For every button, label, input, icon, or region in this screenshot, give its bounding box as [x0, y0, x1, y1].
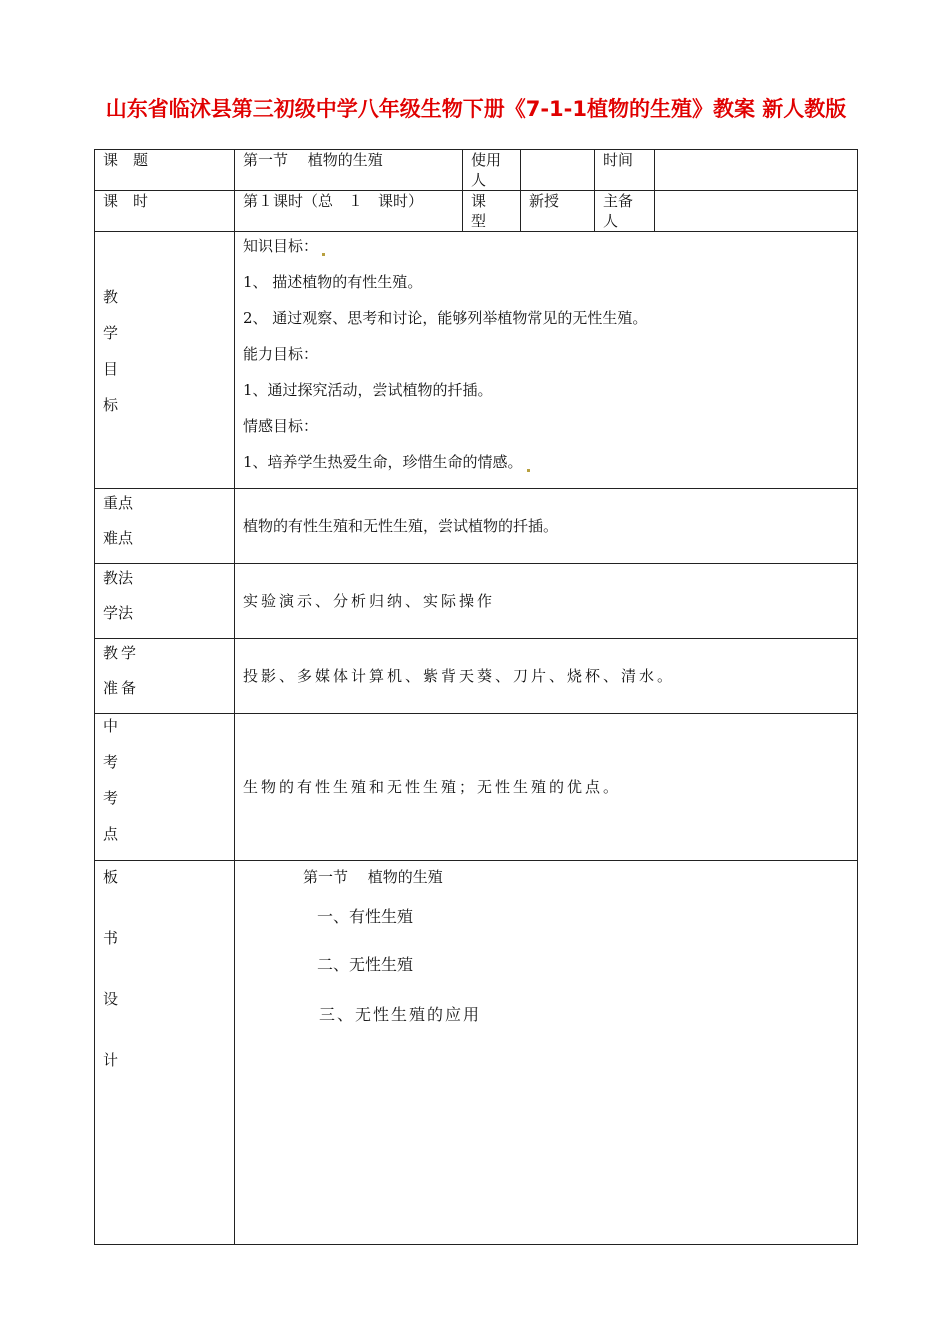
key-points-label: 重点 难点: [95, 489, 235, 564]
preparation-label: 教学 准备: [95, 639, 235, 714]
objectives-content: [235, 232, 858, 489]
board-design-row: [95, 861, 858, 1245]
objectives-label: 教 学 目 标: [95, 232, 235, 489]
key-points-content: 植物的有性生殖和无性生殖，尝试植物的扦插。: [235, 489, 858, 564]
time-value: [655, 150, 858, 191]
objectives-row: [95, 232, 858, 489]
type-label: 课 型: [463, 191, 521, 232]
time-label: 时间: [595, 150, 655, 191]
user-value: [521, 150, 595, 191]
period-row: [95, 191, 858, 232]
preparation-content: 投影、多媒体计算机、紫背天葵、刀片、烧杯、清水。: [235, 639, 858, 714]
objective-line: 1、通过探究活动，尝试植物的扦插。: [243, 381, 493, 399]
methods-row: [95, 564, 858, 639]
methods-label: 教法 学法: [95, 564, 235, 639]
document-title: 山东省临沭县第三初级中学八年级生物下册《7-1-1植物的生殖》教案 新人教版: [105, 97, 847, 121]
preparer-value: [655, 191, 858, 232]
key-points-row: [95, 489, 858, 564]
topic-value: 第一节 植物的生殖: [235, 150, 463, 191]
objective-line: 知识目标：: [243, 236, 849, 272]
topic-row: [95, 150, 858, 191]
preparer-label: 主备人: [595, 191, 655, 232]
preparation-row: [95, 639, 858, 714]
board-design-content: [235, 861, 858, 1245]
objective-line: 1、培养学生热爱生命，珍惜生命的情感。: [243, 452, 849, 488]
exam-points-content: 生物的有性生殖和无性生殖；无性生殖的优点。: [235, 714, 858, 861]
board-design-label: 板 书 设 计: [95, 861, 235, 1245]
objective-line: 2、 通过观察、思考和讨论，能够列举植物常见的无性生殖。: [243, 309, 648, 327]
objective-line: 1、 描述植物的有性生殖。: [243, 273, 423, 291]
period-value: 第１课时（总 １ 课时）: [235, 191, 463, 232]
methods-content: 实验演示、分析归纳、实际操作: [235, 564, 858, 639]
exam-points-row: [95, 714, 858, 861]
board-item-sexual: 一、有性生殖: [317, 907, 414, 926]
board-item-application: 三、无性生殖的应用: [319, 1005, 482, 1024]
lesson-plan-table: [94, 149, 858, 1245]
objective-line: 能力目标：: [243, 345, 319, 363]
board-item-asexual: 二、无性生殖: [317, 955, 414, 974]
exam-points-label: 中 考 考 点: [95, 714, 235, 861]
topic-label: 课 题: [95, 150, 235, 191]
objective-line: 情感目标：: [243, 417, 319, 435]
board-heading: 第一节 植物的生殖: [303, 868, 443, 886]
type-value: 新授: [521, 191, 595, 232]
period-label: 课 时: [95, 191, 235, 232]
user-label: 使用人: [463, 150, 521, 191]
